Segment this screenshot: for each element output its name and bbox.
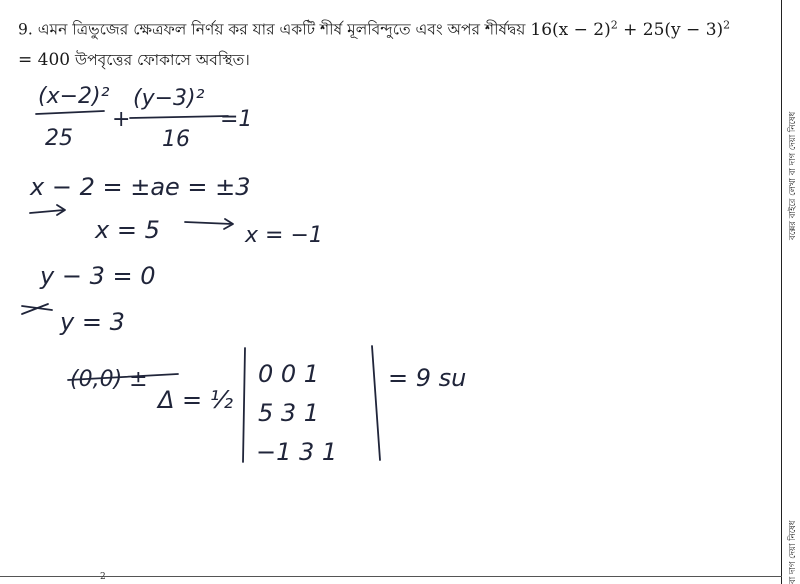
hw-y-minus-3: y − 3 = 0 (40, 262, 156, 290)
hw-equals-one: =1 (220, 107, 253, 132)
hw-x-equals-minus1: x = −1 (245, 223, 323, 248)
hw-matrix-row2: 5 3 1 (258, 399, 320, 427)
question-number: 9. (18, 20, 33, 39)
hw-x-equals-5: x = 5 (95, 216, 160, 244)
question-body-end: উপবৃত্তের ফোকাসে অবস্থিত। (75, 50, 250, 69)
ellipse-equation: $16(x - 2)^2 + 25(y - 3)^2$ (530, 18, 731, 40)
margin-warning-bottom: বা দাগ দেয়া নিষেধ (788, 520, 798, 584)
question-body: এমন ত্রিভুজের ক্ষেত্রফল নির্ণয় কর যার একটি শীর্ষ মূলবিন্দুতে এবং অপর শীর্ষদ্বয় (37, 20, 526, 39)
right-box-border (781, 0, 782, 584)
hw-matrix-row3: −1 3 1 (256, 438, 338, 466)
bottom-box-border (0, 576, 782, 577)
hw-y-equals-3: y = 3 (60, 308, 125, 336)
hw-struck-point: (0,0) ± (70, 367, 148, 392)
hw-denominator-16: 16 (162, 127, 190, 152)
hw-denominator-25: 25 (45, 126, 73, 151)
hw-det-left-bar (243, 348, 245, 462)
hw-numerator-x: (x−2)² (38, 84, 110, 109)
margin-warning-top: বক্সের বাইরে লেখা বা দাগ দেয়া নিষেধ (788, 111, 798, 240)
hw-focus-distance: x − 2 = ±ae = ±3 (30, 173, 251, 201)
hw-numerator-y: (y−3)² (133, 86, 205, 111)
hw-result: = 9 su (388, 364, 467, 392)
hw-plus: + (112, 107, 131, 132)
hw-matrix-row1: 0 0 1 (258, 360, 320, 388)
hw-delta-half: Δ = ½ (158, 386, 234, 414)
hw-det-right-bar (372, 346, 380, 460)
footer-mark: 2 (100, 572, 106, 582)
equation-rhs: = 400 (18, 49, 71, 70)
